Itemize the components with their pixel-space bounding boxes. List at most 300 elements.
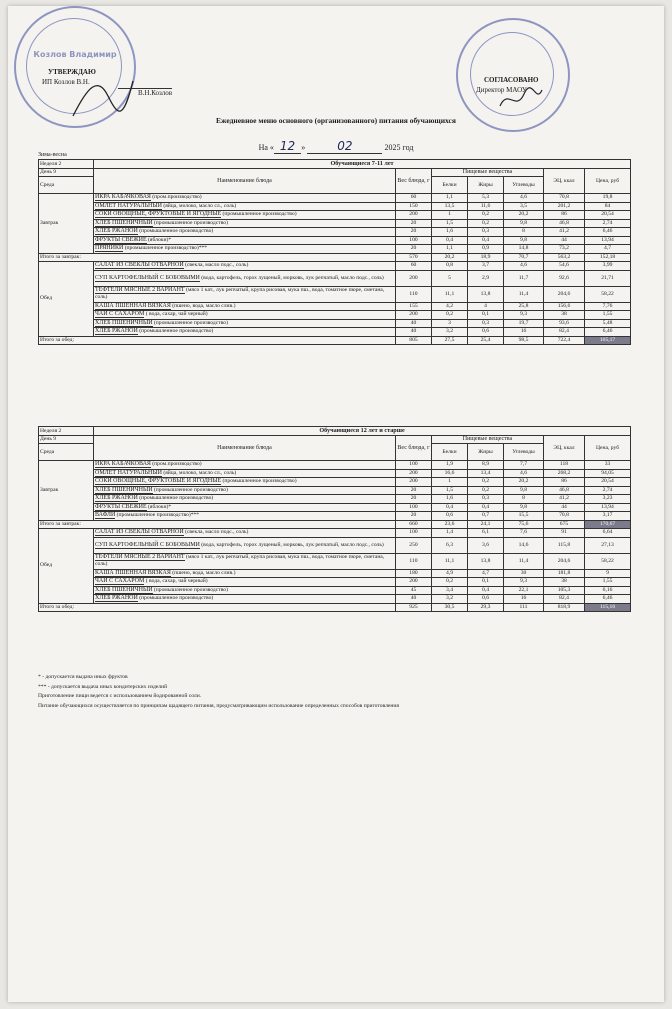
value-e: 38 (544, 311, 585, 320)
dish-title: ХЛЕБ ПШЕНИЧНЫЙ (95, 586, 153, 593)
footnote: * - допускается выдача иных фруктов (38, 674, 128, 680)
dish-desc: ( вода, сахар, чай черный) (144, 578, 208, 585)
dish-title: КАША ПШЕННАЯ ВЯЗКАЯ (95, 302, 171, 309)
dish-desc: (промышленное производство) (152, 219, 228, 226)
dish-desc: (промышленное производство) (221, 211, 297, 218)
dish-desc: (промышленное производство)*** (123, 245, 208, 252)
agree-role: Директор МАОУ (476, 86, 527, 94)
dish-title: СОКИ ОВОЩНЫЕ, ФРУКТОВЫЕ И ЯГОДНЫЕ (95, 478, 222, 485)
total-w: 660 (396, 520, 432, 529)
value-e: 54,6 (544, 262, 585, 271)
dish-desc: (мясо 1 кат., лук репчатый, крупа рисовая, мука пш., вода, томатное пюре, сметана, соль) (95, 554, 385, 567)
value-pr: 33 (585, 461, 631, 470)
value-w: 250 (396, 537, 432, 553)
table-row (39, 194, 631, 203)
value-p: 16,6 (432, 469, 468, 478)
value-f: 0,3 (468, 319, 504, 328)
value-pr: 5,48 (585, 319, 631, 328)
week-cell: Неделя 2 (39, 160, 94, 169)
table-row (39, 219, 631, 228)
value-f: 0,4 (468, 503, 504, 512)
value-c: 8 (504, 228, 544, 237)
dish-name (94, 202, 396, 211)
dish-name (94, 495, 396, 504)
value-p: 5 (432, 270, 468, 286)
value-p: 0,4 (432, 503, 468, 512)
table-row (39, 286, 631, 302)
table-row (39, 486, 631, 495)
total-label: Итого за обед: (39, 336, 396, 345)
value-c: 7,7 (504, 461, 544, 470)
header-protein: Белки (432, 444, 468, 461)
total-label: Итого за завтрак: (39, 520, 396, 529)
value-f: 13,4 (468, 469, 504, 478)
value-c: 4,6 (504, 469, 544, 478)
value-e: 201,2 (544, 202, 585, 211)
group-title: Обучающиеся 12 лет и старше (94, 427, 631, 436)
value-f: 5,3 (468, 194, 504, 203)
value-e: 92,6 (544, 270, 585, 286)
value-c: 14,8 (504, 245, 544, 254)
dish-title: ВАФЛИ (95, 512, 116, 519)
header-price: Цена, руб (585, 436, 631, 461)
header-weight: Вес блюда, г (396, 436, 432, 461)
day-cell: День 9 (39, 169, 94, 177)
dish-desc: (пшено, вода, масло слив.) (170, 302, 236, 309)
value-w: 20 (396, 486, 432, 495)
total-pr: 115,16 (585, 603, 631, 612)
footnote: Питание обучающихся осуществляется по принципам щадящего питания, предусматривающим использование определенных способов приготовления (38, 702, 399, 709)
dish-desc: (вода, картофель, горох лущеный, морковь, лук репчатый, масло подс., соль) (199, 541, 384, 548)
total-row (39, 253, 631, 262)
dish-desc: (вода, картофель, горох лущеный, морковь, лук репчатый, масло подс., соль) (199, 274, 384, 281)
dish-desc: (пром.производство) (150, 194, 202, 201)
value-e: 105,3 (544, 586, 585, 595)
dish-desc: (промышленное производство) (137, 495, 214, 502)
document-sheet (8, 6, 664, 1002)
value-pr: 7,76 (585, 302, 631, 311)
value-f: 0,2 (468, 219, 504, 228)
value-e: 204,6 (544, 286, 585, 302)
menu-table-12-plus (38, 426, 631, 612)
value-w: 20 (396, 495, 432, 504)
approve-sign: В.Н.Козлов (118, 88, 172, 98)
value-p: 0,8 (432, 262, 468, 271)
approve-label: УТВЕРЖДАЮ (48, 68, 96, 76)
value-c: 14,6 (504, 537, 544, 553)
value-p: 1,6 (432, 495, 468, 504)
value-pr: 4,7 (585, 245, 631, 254)
value-pr: 84 (585, 202, 631, 211)
dish-name (94, 228, 396, 237)
value-e: 181,8 (544, 569, 585, 578)
value-f: 0,2 (468, 478, 504, 487)
value-p: 1,1 (432, 194, 468, 203)
dish-title: ИКРА КАБАЧКОВАЯ (95, 194, 151, 201)
value-f: 11,6 (468, 202, 504, 211)
meal-label: Обед (39, 529, 94, 604)
dish-name (94, 478, 396, 487)
value-f: 0,2 (468, 486, 504, 495)
footnote: *** - допускается выдача иных кондитерских изделий (38, 683, 168, 690)
table-row (39, 512, 631, 521)
header-carbs: Углеводы (504, 444, 544, 461)
table-row (39, 236, 631, 245)
value-f: 8,9 (468, 461, 504, 470)
dish-title: ХЛЕБ РЖАНОЙ (95, 495, 138, 502)
header-fat: Жиры (468, 177, 504, 194)
total-f: 25,4 (468, 336, 504, 345)
total-c: 70,7 (504, 253, 544, 262)
dish-name (94, 569, 396, 578)
dish-desc: (яблоки)* (146, 503, 172, 510)
value-p: 1,9 (432, 461, 468, 470)
value-pr: 3,99 (585, 262, 631, 271)
header-nutrients: Пищевые вещества (432, 169, 544, 177)
value-pr: 13,94 (585, 503, 631, 512)
value-w: 20 (396, 219, 432, 228)
dish-name (94, 553, 396, 569)
dish-title: ПРЯНИКИ (95, 245, 124, 252)
value-e: 73,2 (544, 245, 585, 254)
dish-desc: (промышленное производство) (137, 228, 214, 235)
header-fat: Жиры (468, 444, 504, 461)
dish-name (94, 286, 396, 302)
value-e: 41,2 (544, 495, 585, 504)
header-carbs: Углеводы (504, 177, 544, 194)
dish-desc: (мясо 1 кат., лук репчатый, крупа рисовая, мука пш., вода, томатное пюре, сметана, соль) (95, 287, 385, 300)
total-pr: 170,67 (585, 520, 631, 529)
dish-name (94, 537, 396, 553)
dish-title: ХЛЕБ ПШЕНИЧНЫЙ (95, 486, 153, 493)
total-e: 818,9 (544, 603, 585, 612)
dish-name (94, 595, 396, 604)
date-day: 12 (274, 139, 301, 154)
value-w: 100 (396, 461, 432, 470)
value-pr: 6,16 (585, 586, 631, 595)
table-row (39, 328, 631, 337)
dish-desc: (промышленное производство)*** (115, 512, 200, 519)
value-w: 100 (396, 236, 432, 245)
value-pr: 20,54 (585, 478, 631, 487)
value-p: 1 (432, 478, 468, 487)
header-nutrients: Пищевые вещества (432, 436, 544, 444)
total-row (39, 336, 631, 345)
dish-desc: (пшено, вода, масло слив.) (170, 569, 236, 576)
table-row (39, 211, 631, 220)
value-f: 0,7 (468, 512, 504, 521)
day-cell: День 9 (39, 436, 94, 444)
table-row (39, 495, 631, 504)
week-cell: Неделя 2 (39, 427, 94, 436)
meal-label: Завтрак (39, 194, 94, 254)
dish-title: СУП КАРТОФЕЛЬНЫЙ С БОБОВЫМИ (95, 541, 200, 548)
stamp-text: Козлов Владимир (33, 50, 117, 59)
footnote: Приготовление пищи ведется с использованием йодированной соли. (38, 693, 202, 699)
value-f: 13,8 (468, 286, 504, 302)
value-f: 0,4 (468, 586, 504, 595)
dish-desc: (промышленное производство) (137, 328, 214, 335)
value-c: 11,4 (504, 553, 544, 569)
value-c: 9,8 (504, 503, 544, 512)
value-w: 40 (396, 595, 432, 604)
dish-name (94, 512, 396, 521)
value-c: 9,3 (504, 578, 544, 587)
env-cell: Среда (39, 444, 94, 461)
value-c: 20,2 (504, 211, 544, 220)
dish-title: САЛАТ ИЗ СВЕКЛЫ ОТВАРНОЙ (95, 262, 184, 269)
value-p: 3 (432, 319, 468, 328)
value-e: 70,8 (544, 194, 585, 203)
value-w: 200 (396, 270, 432, 286)
total-p: 30,5 (432, 603, 468, 612)
table-row (39, 311, 631, 320)
value-p: 1,5 (432, 219, 468, 228)
value-pr: 13,94 (585, 236, 631, 245)
table-row (39, 270, 631, 286)
value-c: 9,8 (504, 219, 544, 228)
value-p: 11,1 (432, 286, 468, 302)
dish-title: ХЛЕБ РЖАНОЙ (95, 595, 138, 602)
value-e: 86 (544, 478, 585, 487)
value-c: 3,5 (504, 202, 544, 211)
value-c: 20,2 (504, 478, 544, 487)
menu-date: На « 12 » 02 2025 год (258, 139, 414, 153)
dish-name (94, 219, 396, 228)
value-e: 268,2 (544, 469, 585, 478)
dish-name (94, 586, 396, 595)
dish-name (94, 236, 396, 245)
total-pr: 152,18 (585, 253, 631, 262)
table-row (39, 461, 631, 470)
value-w: 45 (396, 586, 432, 595)
value-e: 38 (544, 578, 585, 587)
value-e: 156,6 (544, 302, 585, 311)
total-e: 563,2 (544, 253, 585, 262)
dish-name (94, 262, 396, 271)
value-f: 3,6 (468, 537, 504, 553)
value-w: 200 (396, 211, 432, 220)
agree-label: СОГЛАСОВАНО (484, 76, 539, 84)
dish-name (94, 529, 396, 538)
value-p: 1,1 (432, 245, 468, 254)
value-e: 46,8 (544, 486, 585, 495)
approve-org: ИП Козлов В.Н. (42, 78, 90, 86)
value-w: 200 (396, 578, 432, 587)
dish-desc: (промышленное производство) (152, 319, 228, 326)
header-protein: Белки (432, 177, 468, 194)
dish-name (94, 578, 396, 587)
dish-desc: (промышленное производство) (152, 486, 228, 493)
value-w: 200 (396, 469, 432, 478)
value-pr: 2,74 (585, 486, 631, 495)
value-p: 3,2 (432, 595, 468, 604)
dish-desc: (промышленное производство) (137, 595, 214, 602)
total-label: Итого за завтрак: (39, 253, 396, 262)
value-pr: 3,23 (585, 495, 631, 504)
dish-title: САЛАТ ИЗ СВЕКЛЫ ОТВАРНОЙ (95, 529, 184, 536)
value-pr: 21,71 (585, 270, 631, 286)
value-e: 82,4 (544, 595, 585, 604)
table-row (39, 529, 631, 538)
value-pr: 6,46 (585, 228, 631, 237)
value-w: 40 (396, 319, 432, 328)
value-c: 19,7 (504, 319, 544, 328)
value-w: 60 (396, 194, 432, 203)
value-p: 0,6 (432, 512, 468, 521)
total-f: 18,9 (468, 253, 504, 262)
value-pr: 1,55 (585, 578, 631, 587)
value-c: 25,8 (504, 302, 544, 311)
value-e: 86 (544, 211, 585, 220)
dish-desc: (свекла, масло подс., соль) (183, 262, 249, 269)
value-p: 0,4 (432, 236, 468, 245)
value-f: 6,1 (468, 529, 504, 538)
value-e: 44 (544, 503, 585, 512)
value-f: 0,6 (468, 328, 504, 337)
value-f: 0,3 (468, 495, 504, 504)
dish-name (94, 469, 396, 478)
table-row (39, 262, 631, 271)
table-row (39, 595, 631, 604)
value-w: 150 (396, 202, 432, 211)
dish-desc: ( вода, сахар, чай черный) (144, 311, 208, 318)
meal-label: Обед (39, 262, 94, 337)
header-energy: ЭЦ, ккал (544, 169, 585, 194)
total-row (39, 603, 631, 612)
total-c: 75,6 (504, 520, 544, 529)
table-row (39, 537, 631, 553)
value-pr: 6,46 (585, 595, 631, 604)
value-w: 20 (396, 245, 432, 254)
value-pr: 2,74 (585, 219, 631, 228)
value-c: 7,6 (504, 529, 544, 538)
value-c: 4,6 (504, 262, 544, 271)
dish-title: ФРУКТЫ СВЕЖИЕ (95, 236, 147, 243)
dish-title: ОМЛЕТ НАТУРАЛЬНЫЙ (95, 469, 162, 476)
value-w: 200 (396, 478, 432, 487)
value-e: 204,6 (544, 553, 585, 569)
total-pr: 105,17 (585, 336, 631, 345)
total-w: 925 (396, 603, 432, 612)
dish-desc: (промышленное производство) (152, 586, 228, 593)
header-dish: Наименование блюда (94, 169, 396, 194)
total-p: 23,6 (432, 520, 468, 529)
value-c: 9,8 (504, 236, 544, 245)
dish-desc: (яйца, молоко, масло сл., соль) (161, 469, 237, 476)
value-p: 1,5 (432, 486, 468, 495)
header-price: Цена, руб (585, 169, 631, 194)
header-dish: Наименование блюда (94, 436, 396, 461)
table-row (39, 228, 631, 237)
dish-name (94, 245, 396, 254)
dish-desc: (пром.производство) (150, 461, 202, 468)
value-e: 118 (544, 461, 585, 470)
total-row (39, 520, 631, 529)
dish-title: ИКРА КАБАЧКОВАЯ (95, 461, 151, 468)
value-pr: 58,22 (585, 553, 631, 569)
dish-title: ЧАЙ С САХАРОМ (95, 578, 145, 585)
value-p: 11,1 (432, 553, 468, 569)
table-row (39, 503, 631, 512)
value-e: 41,2 (544, 228, 585, 237)
value-p: 0,2 (432, 578, 468, 587)
meal-label: Завтрак (39, 461, 94, 521)
dish-desc: (яблоки)* (146, 236, 172, 243)
value-c: 11,4 (504, 286, 544, 302)
value-e: 82,4 (544, 328, 585, 337)
total-f: 24,1 (468, 520, 504, 529)
dish-title: ХЛЕБ ПШЕНИЧНЫЙ (95, 319, 153, 326)
dish-name (94, 302, 396, 311)
value-c: 9,8 (504, 486, 544, 495)
value-pr: 1,55 (585, 311, 631, 320)
value-pr: 9 (585, 569, 631, 578)
dish-title: СОКИ ОВОЩНЫЕ, ФРУКТОВЫЕ И ЯГОДНЫЕ (95, 211, 222, 218)
env-cell: Среда (39, 177, 94, 194)
value-w: 110 (396, 286, 432, 302)
header-weight: Вес блюда, г (396, 169, 432, 194)
value-c: 8 (504, 495, 544, 504)
value-w: 20 (396, 228, 432, 237)
dish-title: ХЛЕБ ПШЕНИЧНЫЙ (95, 219, 153, 226)
menu-table-7-11 (38, 159, 631, 345)
value-p: 0,2 (432, 311, 468, 320)
table-row (39, 302, 631, 311)
value-f: 0,1 (468, 311, 504, 320)
value-f: 4 (468, 302, 504, 311)
dish-title: ТЕФТЕЛИ МЯСНЫЕ 2 ВАРИАНТ (95, 554, 185, 561)
value-c: 9,3 (504, 311, 544, 320)
value-p: 3,2 (432, 328, 468, 337)
table-row (39, 469, 631, 478)
value-pr: 19,8 (585, 194, 631, 203)
dish-desc: (свекла, масло подс., соль) (183, 529, 249, 536)
dish-title: КАША ПШЕННАЯ ВЯЗКАЯ (95, 569, 171, 576)
value-e: 115,8 (544, 537, 585, 553)
dish-title: ХЛЕБ РЖАНОЙ (95, 328, 138, 335)
dish-name (94, 311, 396, 320)
value-c: 4,6 (504, 194, 544, 203)
value-f: 2,9 (468, 270, 504, 286)
value-f: 4,7 (468, 569, 504, 578)
value-c: 30 (504, 569, 544, 578)
value-w: 100 (396, 529, 432, 538)
value-p: 1,4 (432, 529, 468, 538)
value-c: 22,1 (504, 586, 544, 595)
value-pr: 3,17 (585, 512, 631, 521)
dish-title: ТЕФТЕЛИ МЯСНЫЕ 2 ВАРИАНТ (95, 287, 185, 294)
dish-title: ОМЛЕТ НАТУРАЛЬНЫЙ (95, 202, 162, 209)
value-f: 0,6 (468, 595, 504, 604)
value-w: 100 (396, 503, 432, 512)
dish-desc: (яйца, молоко, масло сл., соль) (161, 202, 237, 209)
value-w: 110 (396, 553, 432, 569)
dish-title: СУП КАРТОФЕЛЬНЫЙ С БОБОВЫМИ (95, 274, 200, 281)
value-p: 4,2 (432, 302, 468, 311)
value-p: 6,3 (432, 537, 468, 553)
value-pr: 27,13 (585, 537, 631, 553)
value-p: 1 (432, 211, 468, 220)
value-p: 13,5 (432, 202, 468, 211)
value-f: 13,8 (468, 553, 504, 569)
total-p: 20,2 (432, 253, 468, 262)
value-f: 0,1 (468, 578, 504, 587)
dish-name (94, 319, 396, 328)
value-w: 180 (396, 569, 432, 578)
value-w: 200 (396, 311, 432, 320)
value-f: 3,7 (468, 262, 504, 271)
